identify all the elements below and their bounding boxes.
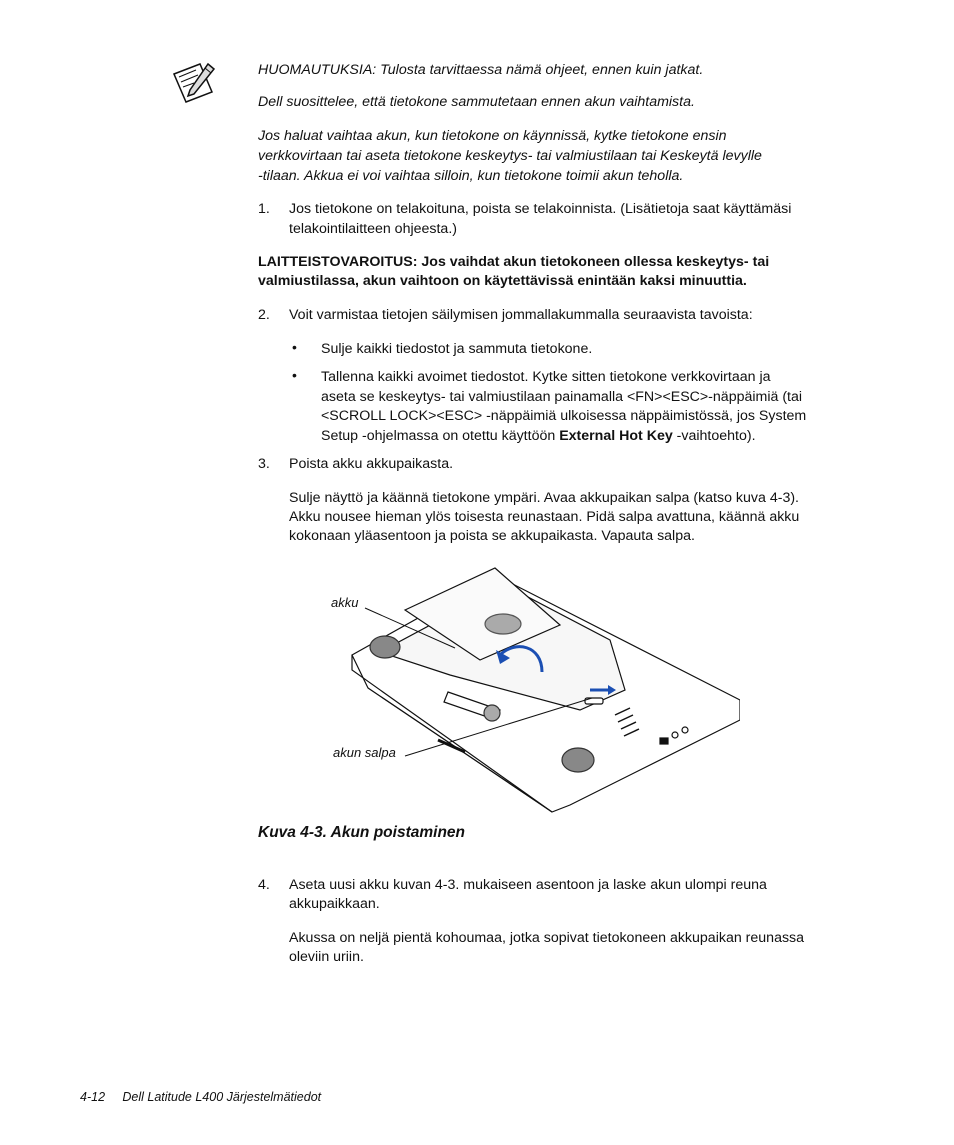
external-hot-key-term: External Hot Key	[559, 428, 673, 444]
note-line-1: HUOMAUTUKSIA: Tulosta tarvittaessa nämä ohjeet, ennen kuin jatkat.	[258, 62, 704, 78]
step-4-line-3: Akussa on neljä pientä kohoumaa, jotka sopivat tietokoneen akkupaikan reunassa	[289, 930, 805, 946]
step-1-line-2: telakointilaitteen ohjeesta.)	[289, 221, 457, 237]
step-2-bullet-2-line-3: <SCROLL LOCK><ESC> -näppäimiä ulkoisessa näppäimistössä, jos System	[321, 408, 807, 424]
bullet-2-last-pre: Setup -ohjelmassa on otettu käyttöön	[321, 428, 560, 444]
warning-line-2: valmiustilassa, akun vaihtoon on käytettävissä enintään kaksi minuuttia.	[258, 273, 747, 289]
step-4-number: 4.	[258, 877, 270, 893]
page-footer: 4-12 Dell Latitude L400 Järjestelmätiedot	[80, 1090, 322, 1104]
note-line-2: Dell suosittelee, että tietokone sammutetaan ennen akun vaihtamista.	[258, 94, 695, 110]
figure-label-battery: akku	[331, 595, 359, 610]
step-3-text: Poista akku akkupaikasta.	[289, 456, 454, 472]
note-line-4: verkkovirtaan tai aseta tietokone keskeytys- tai valmiustilaan tai Keskeytä levylle	[258, 148, 762, 164]
step-3-number: 3.	[258, 456, 270, 472]
step-1-number: 1.	[258, 201, 270, 217]
step-2-text: Voit varmistaa tietojen säilymisen jommallakummalla seuraavista tavoista:	[289, 307, 753, 323]
step-3-line-1: Sulje näyttö ja käännä tietokone ympäri. Avaa akkupaikan salpa (katso kuva 4-3).	[289, 490, 800, 506]
figure-label-latch: akun salpa	[333, 745, 396, 760]
note-line-3: Jos haluat vaihtaa akun, kun tietokone on käynnissä, kytke tietokone ensin	[258, 128, 727, 144]
warning-line-1: LAITTEISTOVAROITUS: Jos vaihdat akun tietokoneen ollessa keskeytys- tai	[258, 254, 770, 270]
battery-removal-figure	[320, 560, 740, 815]
step-2-number: 2.	[258, 307, 270, 323]
step-4-line-2: akkupaikkaan.	[289, 896, 380, 912]
step-4-line-1: Aseta uusi akku kuvan 4-3. mukaiseen asentoon ja laske akun ulompi reuna	[289, 877, 767, 893]
laptop-illustration	[352, 568, 740, 812]
figure-caption: Kuva 4-3. Akun poistaminen	[258, 824, 465, 841]
step-2-bullet-2-line-4	[321, 426, 756, 446]
step-4-line-4: oleviin uriin.	[289, 949, 364, 965]
step-1-line-1: Jos tietokone on telakoituna, poista se telakoinnista. (Lisätietoja saat käyttämäsi	[289, 201, 792, 217]
bullet-2-last-post: -vaihtoehto).	[672, 428, 756, 444]
note-pencil-icon	[170, 60, 218, 106]
step-3-line-2: Akku nousee hieman ylös toisesta reunastaan. Pidä salpa avattuna, käännä akku	[289, 509, 800, 525]
step-2-bullet-1: Sulje kaikki tiedostot ja sammuta tietokone.	[321, 341, 593, 357]
step-2-bullet-2-line-2: aseta se keskeytys- tai valmiustilaan painamalla <FN><ESC>-näppäimiä (tai	[321, 389, 803, 405]
step-3-line-3: kokonaan yläasentoon ja poista se akkupaikasta. Vapauta salpa.	[289, 528, 695, 544]
note-line-5: -tilaan. Akkua ei voi vaihtaa silloin, kun tietokone toimii akun teholla.	[258, 168, 684, 184]
bullet-icon: •	[292, 367, 297, 383]
step-2-bullet-2-line-1: Tallenna kaikki avoimet tiedostot. Kytke sitten tietokone verkkovirtaan ja	[321, 369, 771, 385]
bullet-icon: •	[292, 339, 297, 355]
